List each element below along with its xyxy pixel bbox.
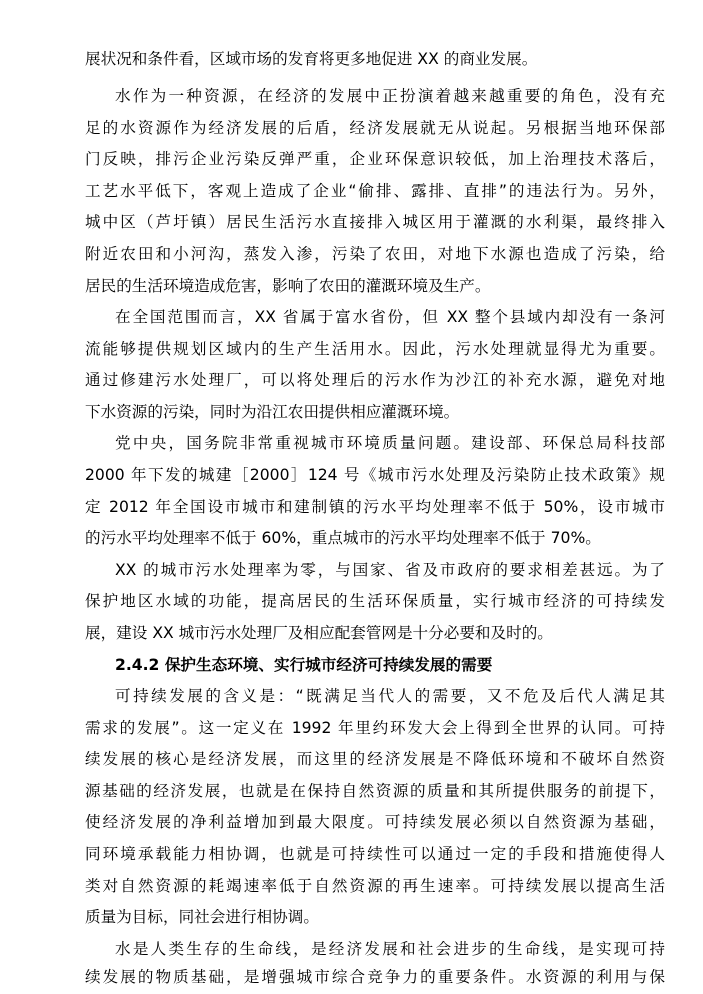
text-line: 下水资源的污染，同时为沿江农田提供相应灌溉环境。: [85, 403, 460, 421]
text-line: 类对自然资源的耗竭速率低于自然资源的再生速率。可持续发展以提高生活: [85, 877, 665, 895]
text-line: 定 2012 年全国设市城市和建制镇的污水平均处理率不低于 50%，设市城市: [85, 498, 665, 516]
text-line: 的污水平均处理率不低于 60%，重点城市的污水平均处理率不低于 70%。: [85, 529, 601, 547]
text-line: 展状况和条件看，区域市场的发育将更多地促进 XX 的商业发展。: [85, 50, 538, 68]
paragraph-first-line: XX 的城市污水处理率为零，与国家、省及市政府的要求相差甚远。为了: [115, 561, 665, 579]
text-line: 使经济发展的净利益增加到最大限度。可持续发展必须以自然资源为基础，: [85, 813, 665, 831]
paragraph-first-line: 党中央，国务院非常重视城市环境质量问题。建设部、环保总局科技部: [115, 434, 665, 452]
section-heading: 2.4.2 保护生态环境、实行城市经济可持续发展的需要: [115, 656, 493, 674]
text-line: 续发展的物质基础，是增强城市综合竞争力的重要条件。水资源的利用与保: [85, 968, 665, 986]
text-line: 展，建设 XX 城市污水处理厂及相应配套管网是十分必要和及时的。: [85, 624, 553, 642]
text-line: 足的水资源作为经济发展的后盾，经济发展就无从说起。另根据当地环保部: [85, 119, 665, 137]
paragraph-first-line: 可持续发展的含义是：“既满足当代人的需要，又不危及后代人满足其: [115, 687, 665, 705]
text-line: 质量为目标，同社会进行相协调。: [85, 908, 319, 926]
text-line: 居民的生活环境造成危害，影响了农田的灌溉环境及生产。: [85, 277, 491, 295]
text-line: 工艺水平低下，客观上造成了企业“偷排、露排、直排”的违法行为。另外，: [85, 182, 665, 200]
text-line: 同环境承载能力相协调，也就是可持续性可以通过一定的手段和措施使得人: [85, 845, 665, 863]
text-line: 2000 年下发的城建［2000］124 号《城市污水处理及污染防止技术政策》规: [85, 466, 665, 484]
text-line: 源基础的经济发展，也就是在保持自然资源的质量和其所提供服务的前提下，: [85, 782, 665, 800]
text-line: 续发展的核心是经济发展，而这里的经济发展是不降低环境和不破坏自然资: [85, 750, 665, 768]
text-line: 需求的发展”。这一定义在 1992 年里约环发大会上得到全世界的认同。可持: [85, 719, 665, 737]
text-line: 流能够提供规划区域内的生产生活用水。因此，污水处理就显得尤为重要。: [85, 340, 665, 358]
paragraph-first-line: 水作为一种资源，在经济的发展中正扮演着越来越重要的角色，没有充: [115, 87, 665, 105]
text-line: 门反映，排污企业污染反弹严重，企业环保意识较低，加上治理技术落后，: [85, 150, 665, 168]
paragraph-first-line: 在全国范围而言，XX 省属于富水省份，但 XX 整个县域内却没有一条河: [115, 308, 665, 326]
text-line: 附近农田和小河沟，蒸发入渗，污染了农田，对地下水源也造成了污染，给: [85, 245, 665, 263]
text-line: 保护地区水域的功能，提高居民的生活环保质量，实行城市经济的可持续发: [85, 592, 665, 610]
paragraph-first-line: 水是人类生存的生命线，是经济发展和社会进步的生命线，是实现可持: [115, 940, 665, 958]
text-line: 通过修建污水处理厂，可以将处理后的污水作为沙江的补充水源，避免对地: [85, 371, 665, 389]
text-line: 城中区（芦圩镇）居民生活污水直接排入城区用于灌溉的水利渠，最终排入: [85, 213, 665, 231]
